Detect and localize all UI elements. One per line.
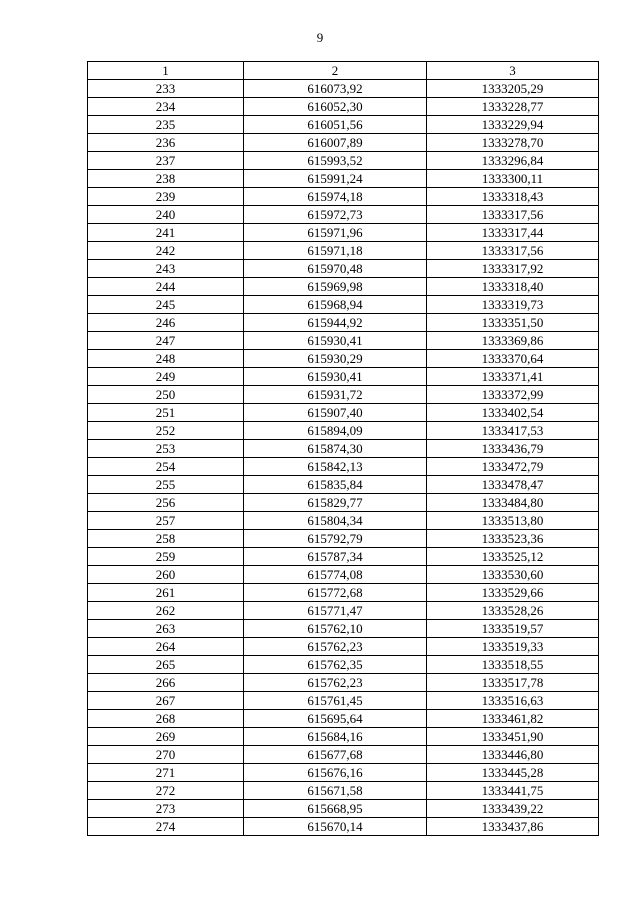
- point-number-cell: 250: [88, 386, 244, 404]
- y-coordinate-cell: 1333519,57: [427, 620, 599, 638]
- x-coordinate-cell: 615771,47: [244, 602, 427, 620]
- point-number-cell: 256: [88, 494, 244, 512]
- y-coordinate-cell: 1333402,54: [427, 404, 599, 422]
- y-coordinate-cell: 1333461,82: [427, 710, 599, 728]
- table-row: [88, 188, 599, 206]
- y-coordinate-cell: 1333513,80: [427, 512, 599, 530]
- x-coordinate-cell: 615671,58: [244, 782, 427, 800]
- y-coordinate-cell: 1333319,73: [427, 296, 599, 314]
- table-body: [88, 80, 599, 836]
- x-coordinate-cell: 615930,41: [244, 332, 427, 350]
- y-coordinate-cell: 1333318,43: [427, 188, 599, 206]
- table-row: [88, 368, 599, 386]
- y-coordinate-cell: 1333317,92: [427, 260, 599, 278]
- x-coordinate-cell: 615969,98: [244, 278, 427, 296]
- y-coordinate-cell: 1333351,50: [427, 314, 599, 332]
- point-number-cell: 254: [88, 458, 244, 476]
- x-coordinate-cell: 615971,18: [244, 242, 427, 260]
- x-coordinate-cell: 615772,68: [244, 584, 427, 602]
- x-coordinate-cell: 615874,30: [244, 440, 427, 458]
- x-coordinate-cell: 615931,72: [244, 386, 427, 404]
- point-number-cell: 273: [88, 800, 244, 818]
- point-number-cell: 236: [88, 134, 244, 152]
- point-number-cell: 270: [88, 746, 244, 764]
- table-row: [88, 440, 599, 458]
- x-coordinate-cell: 615762,23: [244, 674, 427, 692]
- table-row: [88, 782, 599, 800]
- header-row: [88, 62, 599, 80]
- x-coordinate-cell: 615968,94: [244, 296, 427, 314]
- y-coordinate-cell: 1333525,12: [427, 548, 599, 566]
- y-coordinate-cell: 1333529,66: [427, 584, 599, 602]
- point-number-cell: 248: [88, 350, 244, 368]
- x-coordinate-cell: 615684,16: [244, 728, 427, 746]
- table-row: [88, 278, 599, 296]
- y-coordinate-cell: 1333229,94: [427, 116, 599, 134]
- y-coordinate-cell: 1333519,33: [427, 638, 599, 656]
- table-row: [88, 458, 599, 476]
- point-number-cell: 269: [88, 728, 244, 746]
- point-number-cell: 240: [88, 206, 244, 224]
- table-row: [88, 476, 599, 494]
- coordinates-table: [87, 61, 599, 836]
- point-number-cell: 272: [88, 782, 244, 800]
- point-number-cell: 274: [88, 818, 244, 836]
- table-row: [88, 152, 599, 170]
- x-coordinate-cell: 615695,64: [244, 710, 427, 728]
- y-coordinate-cell: 1333528,26: [427, 602, 599, 620]
- y-coordinate-cell: 1333530,60: [427, 566, 599, 584]
- point-number-cell: 267: [88, 692, 244, 710]
- point-number-cell: 238: [88, 170, 244, 188]
- y-coordinate-cell: 1333296,84: [427, 152, 599, 170]
- point-number-cell: 246: [88, 314, 244, 332]
- table-row: [88, 764, 599, 782]
- point-number-cell: 247: [88, 332, 244, 350]
- table-row: [88, 656, 599, 674]
- x-coordinate-cell: 615774,08: [244, 566, 427, 584]
- table-row: [88, 314, 599, 332]
- table-row: [88, 674, 599, 692]
- table-row: [88, 98, 599, 116]
- y-coordinate-cell: 1333517,78: [427, 674, 599, 692]
- y-coordinate-cell: 1333317,44: [427, 224, 599, 242]
- table-row: [88, 350, 599, 368]
- x-coordinate-cell: 616052,30: [244, 98, 427, 116]
- y-coordinate-cell: 1333446,80: [427, 746, 599, 764]
- table-row: [88, 242, 599, 260]
- x-coordinate-cell: 615930,29: [244, 350, 427, 368]
- x-coordinate-cell: 615829,77: [244, 494, 427, 512]
- y-coordinate-cell: 1333317,56: [427, 242, 599, 260]
- point-number-cell: 241: [88, 224, 244, 242]
- point-number-cell: 242: [88, 242, 244, 260]
- table-row: [88, 692, 599, 710]
- y-coordinate-cell: 1333300,11: [427, 170, 599, 188]
- point-number-cell: 271: [88, 764, 244, 782]
- x-coordinate-cell: 615668,95: [244, 800, 427, 818]
- y-coordinate-cell: 1333445,28: [427, 764, 599, 782]
- x-coordinate-cell: 615944,92: [244, 314, 427, 332]
- y-coordinate-cell: 1333439,22: [427, 800, 599, 818]
- point-number-cell: 252: [88, 422, 244, 440]
- y-coordinate-cell: 1333451,90: [427, 728, 599, 746]
- column-header-2: 2: [244, 62, 427, 80]
- y-coordinate-cell: 1333441,75: [427, 782, 599, 800]
- y-coordinate-cell: 1333317,56: [427, 206, 599, 224]
- x-coordinate-cell: 615787,34: [244, 548, 427, 566]
- y-coordinate-cell: 1333228,77: [427, 98, 599, 116]
- point-number-cell: 259: [88, 548, 244, 566]
- point-number-cell: 264: [88, 638, 244, 656]
- table-row: [88, 116, 599, 134]
- x-coordinate-cell: 615670,14: [244, 818, 427, 836]
- y-coordinate-cell: 1333205,29: [427, 80, 599, 98]
- table-row: [88, 638, 599, 656]
- point-number-cell: 263: [88, 620, 244, 638]
- table-row: [88, 800, 599, 818]
- point-number-cell: 249: [88, 368, 244, 386]
- table-row: [88, 80, 599, 98]
- point-number-cell: 235: [88, 116, 244, 134]
- y-coordinate-cell: 1333278,70: [427, 134, 599, 152]
- table-row: [88, 206, 599, 224]
- x-coordinate-cell: 615930,41: [244, 368, 427, 386]
- point-number-cell: 260: [88, 566, 244, 584]
- table-row: [88, 728, 599, 746]
- column-header-1: 1: [88, 62, 244, 80]
- point-number-cell: 233: [88, 80, 244, 98]
- point-number-cell: 261: [88, 584, 244, 602]
- table-row: [88, 404, 599, 422]
- column-header-3: 3: [427, 62, 599, 80]
- table-row: [88, 134, 599, 152]
- x-coordinate-cell: 615792,79: [244, 530, 427, 548]
- point-number-cell: 245: [88, 296, 244, 314]
- point-number-cell: 255: [88, 476, 244, 494]
- point-number-cell: 253: [88, 440, 244, 458]
- y-coordinate-cell: 1333516,63: [427, 692, 599, 710]
- table-row: [88, 818, 599, 836]
- x-coordinate-cell: 615676,16: [244, 764, 427, 782]
- point-number-cell: 243: [88, 260, 244, 278]
- x-coordinate-cell: 615677,68: [244, 746, 427, 764]
- table-row: [88, 260, 599, 278]
- y-coordinate-cell: 1333436,79: [427, 440, 599, 458]
- point-number-cell: 268: [88, 710, 244, 728]
- table-row: [88, 710, 599, 728]
- x-coordinate-cell: 616051,56: [244, 116, 427, 134]
- point-number-cell: 234: [88, 98, 244, 116]
- y-coordinate-cell: 1333369,86: [427, 332, 599, 350]
- table-row: [88, 548, 599, 566]
- x-coordinate-cell: 615907,40: [244, 404, 427, 422]
- y-coordinate-cell: 1333478,47: [427, 476, 599, 494]
- x-coordinate-cell: 615991,24: [244, 170, 427, 188]
- y-coordinate-cell: 1333372,99: [427, 386, 599, 404]
- table-row: [88, 566, 599, 584]
- x-coordinate-cell: 615762,35: [244, 656, 427, 674]
- table-row: [88, 602, 599, 620]
- y-coordinate-cell: 1333472,79: [427, 458, 599, 476]
- table-row: [88, 620, 599, 638]
- x-coordinate-cell: 615970,48: [244, 260, 427, 278]
- table-row: [88, 512, 599, 530]
- point-number-cell: 266: [88, 674, 244, 692]
- table-row: [88, 746, 599, 764]
- x-coordinate-cell: 615993,52: [244, 152, 427, 170]
- table-row: [88, 224, 599, 242]
- x-coordinate-cell: 616007,89: [244, 134, 427, 152]
- table-row: [88, 332, 599, 350]
- point-number-cell: 251: [88, 404, 244, 422]
- y-coordinate-cell: 1333370,64: [427, 350, 599, 368]
- x-coordinate-cell: 615842,13: [244, 458, 427, 476]
- point-number-cell: 262: [88, 602, 244, 620]
- point-number-cell: 237: [88, 152, 244, 170]
- y-coordinate-cell: 1333318,40: [427, 278, 599, 296]
- x-coordinate-cell: 615762,10: [244, 620, 427, 638]
- x-coordinate-cell: 615804,34: [244, 512, 427, 530]
- table-row: [88, 422, 599, 440]
- x-coordinate-cell: 615762,23: [244, 638, 427, 656]
- x-coordinate-cell: 616073,92: [244, 80, 427, 98]
- x-coordinate-cell: 615894,09: [244, 422, 427, 440]
- table-row: [88, 494, 599, 512]
- y-coordinate-cell: 1333437,86: [427, 818, 599, 836]
- x-coordinate-cell: 615974,18: [244, 188, 427, 206]
- y-coordinate-cell: 1333518,55: [427, 656, 599, 674]
- table-row: [88, 386, 599, 404]
- x-coordinate-cell: 615835,84: [244, 476, 427, 494]
- point-number-cell: 265: [88, 656, 244, 674]
- table-row: [88, 296, 599, 314]
- point-number-cell: 257: [88, 512, 244, 530]
- table-header: [88, 62, 599, 80]
- page-number: 9: [316, 30, 324, 45]
- table-row: [88, 584, 599, 602]
- y-coordinate-cell: 1333484,80: [427, 494, 599, 512]
- point-number-cell: 258: [88, 530, 244, 548]
- y-coordinate-cell: 1333371,41: [427, 368, 599, 386]
- point-number-cell: 239: [88, 188, 244, 206]
- x-coordinate-cell: 615971,96: [244, 224, 427, 242]
- x-coordinate-cell: 615761,45: [244, 692, 427, 710]
- point-number-cell: 244: [88, 278, 244, 296]
- y-coordinate-cell: 1333523,36: [427, 530, 599, 548]
- table-row: [88, 530, 599, 548]
- y-coordinate-cell: 1333417,53: [427, 422, 599, 440]
- table-row: [88, 170, 599, 188]
- x-coordinate-cell: 615972,73: [244, 206, 427, 224]
